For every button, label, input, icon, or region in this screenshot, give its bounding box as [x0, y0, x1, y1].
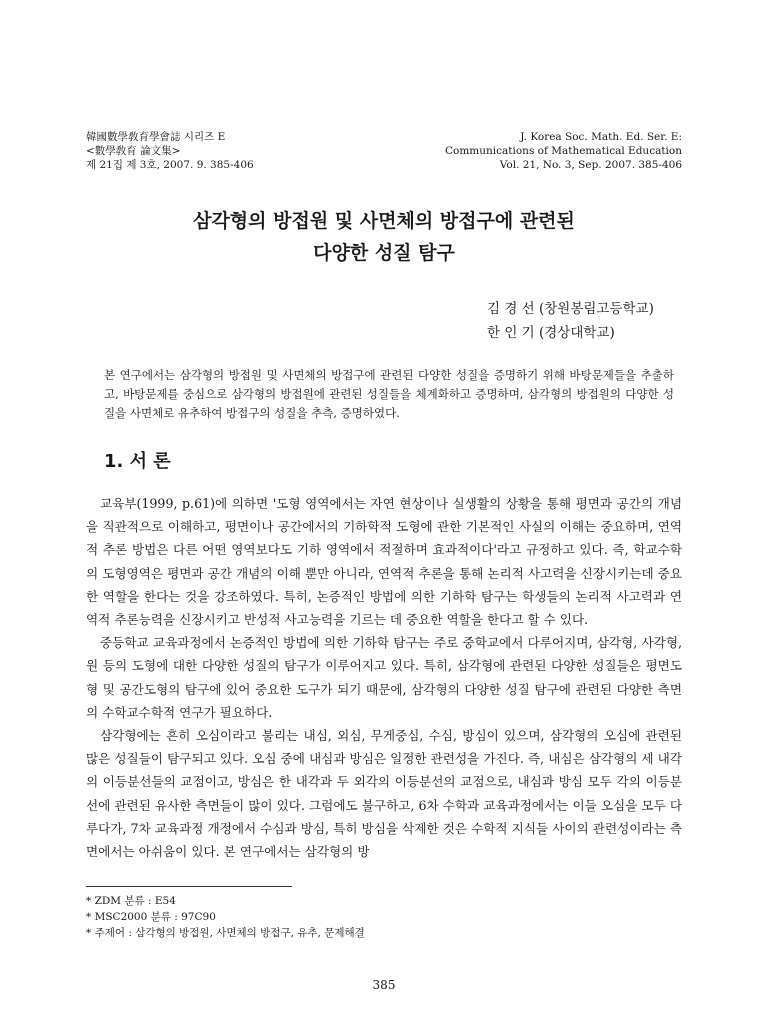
journal-name-korean: 韓國數學敎育學會誌 시리즈 E: [86, 131, 226, 143]
section-heading-introduction: 1. 서 론: [104, 451, 171, 472]
journal-header-english: [445, 130, 682, 172]
journal-series-english: Communications of Mathematical Education: [444, 145, 682, 157]
footnote-divider: [86, 886, 292, 887]
journal-issue-korean: 제 21집 제 3호, 2007. 9. 385-406: [86, 159, 254, 171]
paper-title-line-1: 삼각형의 방접원 및 사면체의 방접구에 관련된: [193, 210, 575, 232]
journal-name-english: J. Korea Soc. Math. Ed. Ser. E:: [520, 131, 682, 143]
author-2: 한 인 기 (경상대학교): [487, 325, 615, 341]
paragraph-3: 삼각형에는 흔히 오심이라고 불리는 내심, 외심, 무게중심, 수심, 방심이 있으며, 삼각형의 오심에 관련된 많은 성질들이 탐구되고 있다. 오심 중에 내심과 방심은 일정한 관련성을 가진다. 즉, 내심은 삼각형의 세 내각의 이등분선들의 교점이고, 방심은 한 내각과 두 외각의 이등분선의 교점으로, 내심과 방심 모두 각의 이등분선에 관련된 유사한 측면들이 많이 있다. 그럼에도 불구하고, 6차 수학과 교육과정에서는 이들 오심을 모두 다루다가, 7차 교육과정 개정에서 수심과 방심, 특히 방심을 삭제한 것은 수학적 지식들 사이의 관련성이라는 측면에서는 아쉬움이 있다. 본 연구에서는 삼각형의 방: [86, 728, 682, 860]
paragraph-1: 교육부(1999, p.61)에 의하면 '도형 영역에서는 자연 현상이나 실생활의 상황을 통해 평면과 공간의 개념을 직관적으로 이해하고, 평면이나 공간에서의 기하학적 도형에 관한 기본적인 사실의 이해는 중요하며, 연역적 추론 방법은 다른 어떤 영역보다도 기하 영역에서 적절하며 효과적이다'라고 규정하고 있다. 즉, 학교수학의 도형영역은 평면과 공간 개념의 이해 뿐만 아니라, 연역적 추론을 통해 논리적 사고력을 신장시키는데 중요한 역할을 한다는 것을 강조하였다. 특히, 논증적인 방법에 의한 기하학 탐구는 학생들의 논리적 사고력과 연역적 추론능력을 신장시키고 반성적 사고능력을 기르는 데 중요한 역할을 한다고 할 수 있다.: [86, 496, 682, 628]
abstract: 본 연구에서는 삼각형의 방접원 및 사면체의 방접구에 관련된 다양한 성질을 증명하기 위해 바탕문제들을 추출하고, 바탕문제를 중심으로 삼각형의 방접원에 관련된 성질들을 체계화하고 증명하며, 삼각형의 방접원의 다양한 성질을 사면체로 유추하여 방접구의 성질을 추측, 증명하였다.: [104, 368, 674, 420]
journal-series-korean: <數學敎育 論文集>: [86, 145, 181, 157]
author-1: 김 경 선 (창원봉림고등학교): [487, 301, 654, 317]
footnotes: [86, 893, 365, 941]
footnote-zdm: * ZDM 분류 : E54: [86, 895, 176, 907]
journal-header-korean: [86, 130, 254, 172]
footnote-keywords: * 주제어 : 삼각형의 방접원, 사면체의 방접구, 유추, 문제해결: [86, 927, 365, 939]
page-number: 385: [372, 978, 396, 992]
body-text: [86, 492, 682, 863]
paragraph-2: 중등학교 교육과정에서 논증적인 방법에 의한 기하학 탐구는 주로 중학교에서 다루어지며, 삼각형, 사각형, 원 등의 도형에 대한 다양한 성질의 탐구가 이루어지고 있다. 특히, 삼각형에 관련된 다양한 성질들은 평면도형 및 공간도형의 탐구에 있어 중요한 도구가 되기 때문에, 삼각형의 다양한 성질 탐구에 관련된 다양한 측면의 수학교수학적 연구가 필요하다.: [86, 635, 682, 720]
footnote-msc: * MSC2000 분류 : 97C90: [86, 911, 216, 923]
paper-title-line-2: 다양한 성질 탐구: [313, 242, 455, 264]
journal-issue-english: Vol. 21, No. 3, Sep. 2007. 385-406: [499, 159, 682, 171]
